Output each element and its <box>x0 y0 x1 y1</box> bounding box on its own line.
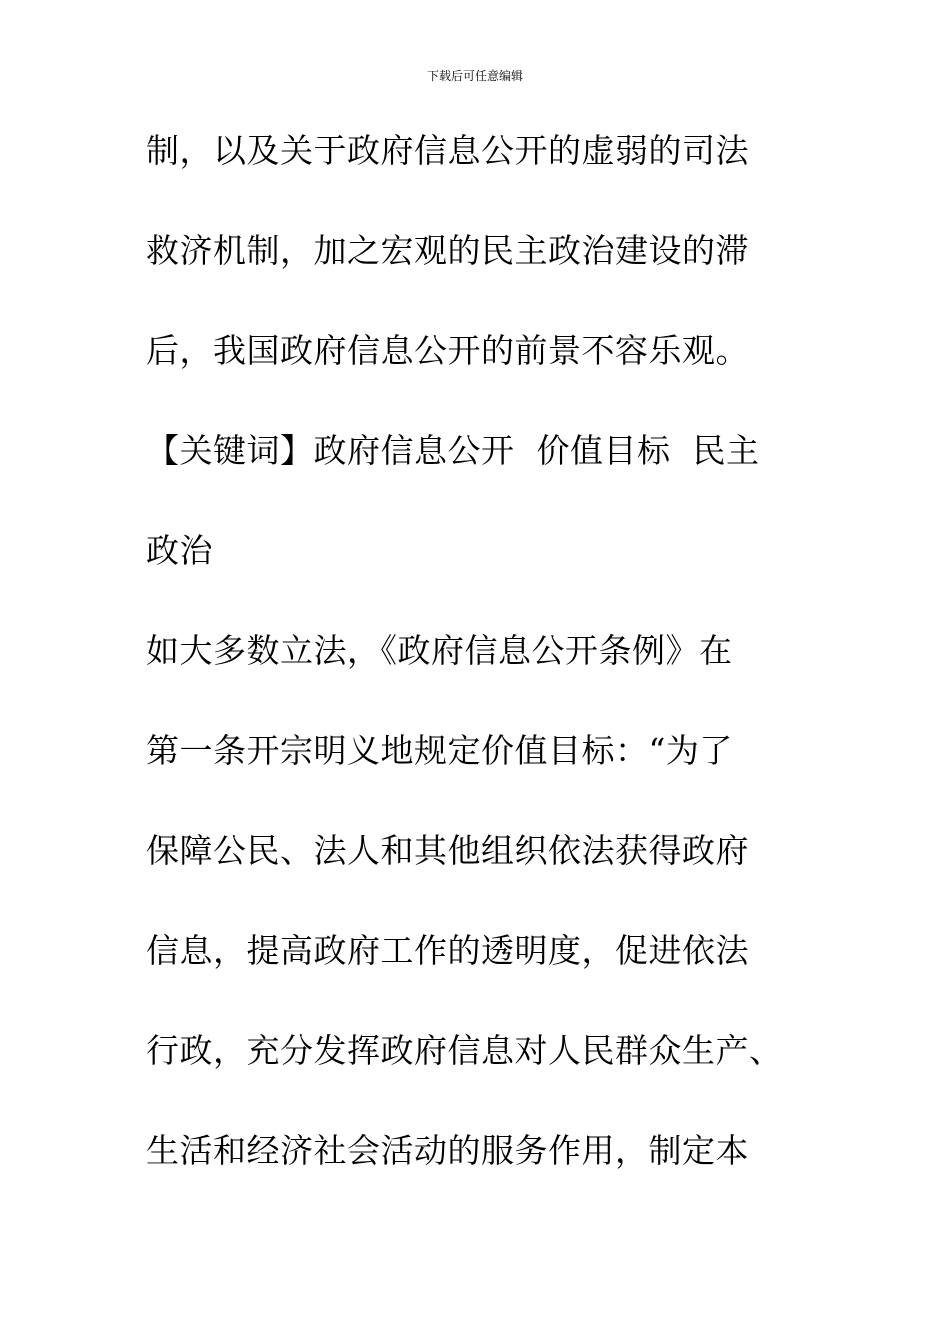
text-line: 后，我国政府信息公开的前景不容乐观。 <box>146 331 749 370</box>
text-line: 保障公民、法人和其他组织依法获得政府 <box>146 831 749 870</box>
text-line: 救济机制，加之宏观的民主政治建设的滞 <box>146 231 749 270</box>
text-line: 政治 <box>146 531 213 570</box>
text-line: 如大多数立法，《政府信息公开条例》在 <box>146 631 733 670</box>
text-line: 行政，充分发挥政府信息对人民群众生产、 <box>146 1031 783 1070</box>
text-line: 生活和经济社会活动的服务作用，制定本 <box>146 1131 749 1170</box>
text-line: 第一条开宗明义地规定价值目标：“为了 <box>146 731 733 770</box>
page-header: 下载后可任意编辑 <box>426 69 523 83</box>
text-line: 信息，提高政府工作的透明度，促进依法 <box>146 931 749 970</box>
text-line: 制，以及关于政府信息公开的虚弱的司法 <box>146 131 749 170</box>
keywords-line: 【关键词】政府信息公开 价值目标 民主 <box>146 431 760 470</box>
